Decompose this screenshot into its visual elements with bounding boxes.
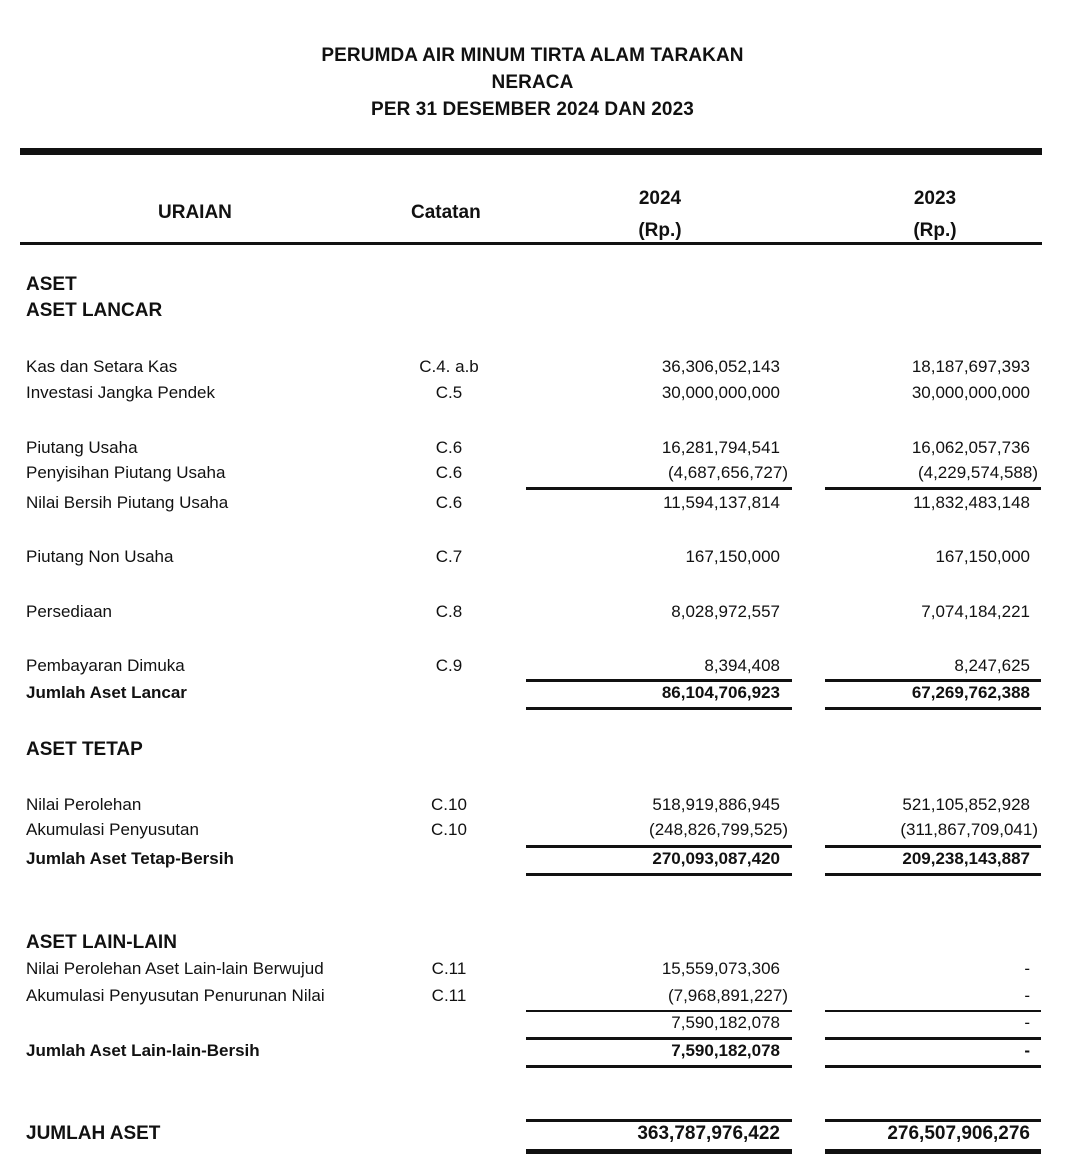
row-note: C.10 (431, 795, 467, 814)
year-2023: 2023 (913, 188, 957, 209)
column-header-2023 (875, 183, 995, 247)
value-2024: 16,281,794,541 (661, 438, 780, 457)
row-label: Nilai Perolehan Aset Lain-lain Berwujud (26, 959, 324, 978)
section-aset-tetap: ASET TETAP (26, 739, 143, 760)
value-2024: 7,590,182,078 (671, 1013, 780, 1032)
table-row (0, 357, 1080, 381)
value-2024: (7,968,891,227) (667, 986, 788, 1005)
row-note: C.6 (435, 438, 463, 457)
row-label: Jumlah Aset Tetap-Bersih (26, 849, 234, 868)
row-note: C.6 (435, 463, 463, 482)
value-2023: 209,238,143,887 (902, 849, 1030, 868)
row-label: Kas dan Setara Kas (26, 357, 178, 376)
total-row (0, 1041, 1080, 1065)
row-note: C.10 (431, 820, 467, 839)
value-2023: - (1024, 959, 1030, 978)
table-row (0, 438, 1080, 462)
value-2023: 30,000,000,000 (911, 383, 1030, 402)
row-note: C.6 (435, 493, 463, 512)
value-2024: 270,093,087,420 (652, 849, 780, 868)
subtotal-rule (825, 1037, 1041, 1040)
table-row (0, 383, 1080, 407)
row-label: Piutang Usaha (26, 438, 138, 457)
value-2023: 167,150,000 (935, 547, 1030, 566)
top-rule (20, 148, 1042, 155)
row-note: C.7 (435, 547, 463, 566)
row-label: Pembayaran Dimuka (26, 656, 185, 675)
subtotal-rule (825, 845, 1041, 848)
table-row (0, 986, 1080, 1010)
grand-total-rule (825, 1119, 1041, 1122)
value-2023: (4,229,574,588) (917, 463, 1038, 482)
subtotal-rule (526, 679, 792, 682)
table-row (0, 463, 1080, 487)
table-row (0, 493, 1080, 517)
row-label: Nilai Perolehan (26, 795, 142, 814)
section-aset: ASET (26, 274, 77, 295)
total-rule (526, 873, 792, 876)
table-row (0, 1013, 1080, 1037)
value-2024: 15,559,073,306 (661, 959, 780, 978)
row-label: Akumulasi Penyusutan (26, 820, 199, 839)
row-label: Nilai Bersih Piutang Usaha (26, 493, 229, 512)
value-2023: 7,074,184,221 (921, 602, 1030, 621)
total-rule (526, 707, 792, 710)
total-rule (825, 707, 1041, 710)
row-note: C.9 (435, 656, 463, 675)
value-2023: 18,187,697,393 (911, 357, 1030, 376)
company-name: PERUMDA AIR MINUM TIRTA ALAM TARAKAN (321, 45, 744, 66)
table-row (0, 602, 1080, 626)
value-2023: 8,247,625 (954, 656, 1030, 675)
row-note: C.8 (435, 602, 463, 621)
total-rule (526, 1065, 792, 1068)
unit-2023: (Rp.) (913, 220, 957, 241)
value-2023: 521,105,852,928 (902, 795, 1030, 814)
table-row (0, 959, 1080, 983)
grand-total-rule (526, 1119, 792, 1122)
header-rule (20, 242, 1042, 245)
row-label: Piutang Non Usaha (26, 547, 174, 566)
row-label: Jumlah Aset Lain-lain-Bersih (26, 1041, 260, 1060)
section-aset-lain: ASET LAIN-LAIN (26, 932, 177, 953)
total-row (0, 683, 1080, 707)
value-2024: 36,306,052,143 (661, 357, 780, 376)
report-period: PER 31 DESEMBER 2024 DAN 2023 (371, 99, 694, 120)
value-2024: 86,104,706,923 (661, 683, 780, 702)
row-label: Penyisihan Piutang Usaha (26, 463, 226, 482)
unit-2024: (Rp.) (638, 220, 682, 241)
subtotal-rule (526, 1010, 792, 1012)
year-2024: 2024 (638, 188, 682, 209)
total-rule (825, 1065, 1041, 1068)
row-note: C.5 (435, 383, 463, 402)
table-row (0, 795, 1080, 819)
value-2023: - (1024, 986, 1030, 1005)
row-label: Persediaan (26, 602, 113, 621)
value-2024: 7,590,182,078 (671, 1041, 780, 1060)
report-title (0, 42, 1065, 123)
value-2023: 11,832,483,148 (913, 493, 1030, 512)
subtotal-rule (526, 1037, 792, 1040)
value-2024: (248,826,799,525) (649, 820, 788, 839)
value-2024: 8,028,972,557 (671, 602, 780, 621)
value-2023: - (1024, 1041, 1030, 1060)
value-2023: 67,269,762,388 (911, 683, 1030, 702)
subtotal-rule (526, 845, 792, 848)
value-2023: - (1024, 1013, 1030, 1032)
total-rule (825, 873, 1041, 876)
grand-total-row (0, 1123, 1080, 1147)
grand-total-double-rule (825, 1149, 1041, 1154)
row-label: Jumlah Aset Lancar (26, 683, 187, 702)
report-name: NERACA (491, 72, 574, 93)
value-2023: 276,507,906,276 (887, 1123, 1030, 1144)
table-row (0, 547, 1080, 571)
column-header-catatan: Catatan (411, 202, 481, 223)
subtotal-rule (825, 487, 1041, 490)
total-row (0, 849, 1080, 873)
value-2024: 11,594,137,814 (663, 493, 780, 512)
grand-total-double-rule (526, 1149, 792, 1154)
column-header-uraian: URAIAN (158, 202, 232, 223)
value-2023: 16,062,057,736 (911, 438, 1030, 457)
table-row (0, 656, 1080, 680)
row-note: C.11 (431, 986, 467, 1005)
row-note: C.11 (431, 959, 467, 978)
subtotal-rule (825, 1010, 1041, 1012)
row-label: Investasi Jangka Pendek (26, 383, 216, 402)
value-2023: (311,867,709,041) (900, 820, 1038, 839)
column-header-2024 (600, 183, 720, 247)
subtotal-rule (526, 487, 792, 490)
section-aset-lancar: ASET LANCAR (26, 300, 163, 321)
value-2024: 8,394,408 (704, 656, 780, 675)
value-2024: 167,150,000 (685, 547, 780, 566)
row-label: Akumulasi Penyusutan Penurunan Nilai (26, 986, 325, 1005)
row-note: C.4. a.b (419, 357, 479, 376)
value-2024: 363,787,976,422 (637, 1123, 780, 1144)
value-2024: (4,687,656,727) (667, 463, 788, 482)
row-label: JUMLAH ASET (26, 1123, 161, 1144)
value-2024: 30,000,000,000 (661, 383, 780, 402)
subtotal-rule (825, 679, 1041, 682)
table-row (0, 820, 1080, 844)
value-2024: 518,919,886,945 (652, 795, 780, 814)
